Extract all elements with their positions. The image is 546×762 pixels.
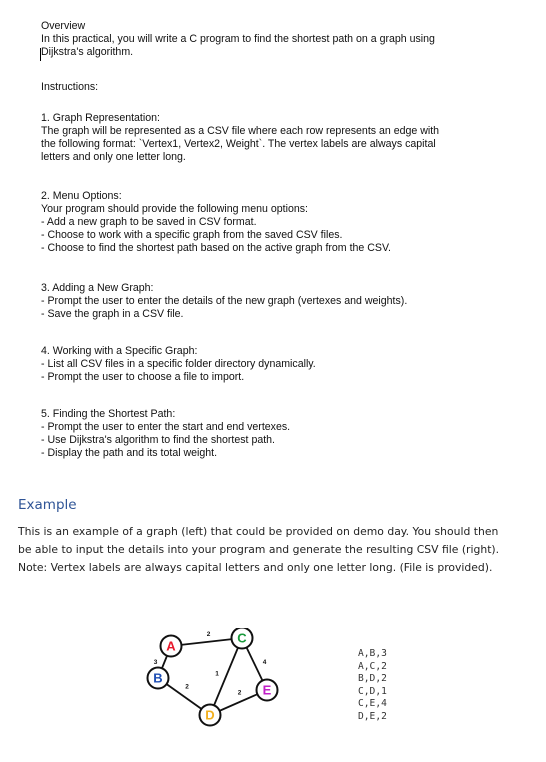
graph-node-label: C [237, 630, 247, 646]
section-heading: 3. Adding a New Graph: [41, 282, 154, 294]
section-text-line: letters and only one letter long. [41, 151, 186, 163]
example-text-line: Note: Vertex labels are always capital letters and only one letter long. (File is provided). [18, 561, 493, 574]
specific-graph-section [41, 345, 521, 384]
edge-weight-label: 2 [206, 631, 211, 638]
section-heading: 2. Menu Options: [41, 190, 122, 202]
list-item: - Prompt the user to choose a file to import. [41, 371, 245, 383]
csv-row: D,E,2 [358, 710, 387, 722]
section-text-line: The graph will be represented as a CSV file where each row represents an edge with [41, 125, 440, 137]
section-text-line: Your program should provide the following menu options: [41, 203, 308, 215]
shortest-path-section [41, 408, 521, 460]
example-text [18, 523, 538, 577]
overview-heading: Overview [41, 20, 86, 32]
graph-representation-section [41, 112, 521, 164]
csv-row: A,B,3 [358, 648, 387, 659]
section-heading: 5. Finding the Shortest Path: [41, 408, 176, 420]
example-text-line: be able to input the details into your program and generate the resulting CSV file (right). [18, 543, 500, 556]
menu-options-section [41, 190, 521, 255]
edge-weight-label: 1 [215, 670, 219, 678]
edge-weight-label: 2 [237, 689, 242, 697]
edge-weight-label: 3 [153, 659, 158, 666]
example-text-line: This is an example of a graph (left) that could be provided on demo day. You should then [18, 525, 499, 538]
csv-row: C,D,1 [358, 685, 387, 697]
csv-file-contents [358, 648, 387, 724]
list-item: - Choose to find the shortest path based on the active graph from the CSV. [41, 242, 392, 254]
graph-node-label: D [205, 707, 215, 723]
example-graph-diagram [140, 628, 310, 728]
instructions-heading-block [41, 81, 521, 94]
list-item: - Display the path and its total weight. [41, 447, 218, 459]
list-item: - Choose to work with a specific graph from the saved CSV files. [41, 229, 343, 241]
graph-node-label: E [262, 682, 272, 698]
csv-row: B,D,2 [358, 673, 387, 685]
csv-row: A,C,2 [358, 660, 387, 672]
section-heading: 4. Working with a Specific Graph: [41, 345, 198, 357]
edge-weight-label: 4 [262, 659, 267, 666]
example-heading: Example [18, 497, 77, 513]
list-item: - Save the graph in a CSV file. [41, 308, 184, 320]
list-item: - List all CSV files in a specific folder directory dynamically. [41, 358, 316, 370]
overview-section [41, 20, 521, 59]
graph-node-label: A [166, 638, 176, 654]
adding-graph-section [41, 282, 521, 321]
section-text-line: the following format: `Vertex1, Vertex2, Weight`. The vertex labels are always capital [41, 138, 436, 150]
list-item: - Prompt the user to enter the details of the new graph (vertexes and weights). [41, 295, 408, 307]
instructions-heading: Instructions: [41, 81, 99, 93]
graph-node-label: B [153, 670, 163, 686]
list-item: - Add a new graph to be saved in CSV format. [41, 216, 257, 228]
overview-text-line: Dijkstra's algorithm. [41, 46, 134, 58]
csv-row: C,E,4 [358, 698, 387, 710]
overview-text-line: In this practical, you will write a C program to find the shortest path on a graph using [41, 33, 435, 45]
list-item: - Prompt the user to enter the start and end vertexes. [41, 421, 291, 433]
section-heading: 1. Graph Representation: [41, 112, 160, 124]
list-item: - Use Dijkstra's algorithm to find the shortest path. [41, 434, 276, 446]
edge-weight-label: 2 [185, 683, 189, 691]
